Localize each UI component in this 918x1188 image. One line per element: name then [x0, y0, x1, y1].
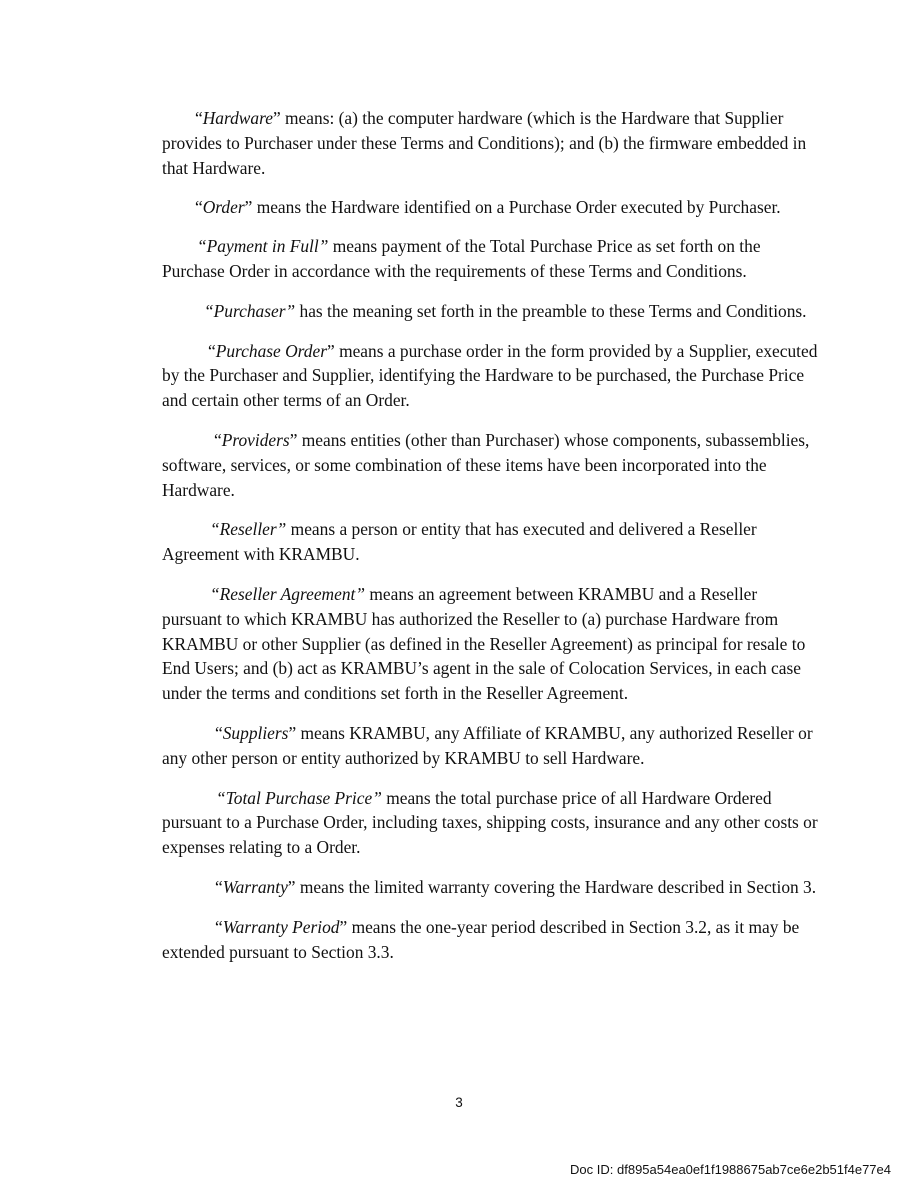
defined-term: Warranty [222, 876, 288, 897]
definition-text: means payment of the Total Purchase Price as set forth on the Purchase Order in accordance with the requirements of these Terms and Conditions. [162, 236, 761, 281]
quote-close: ” [288, 722, 297, 743]
defined-term: “Reseller” [210, 519, 287, 540]
definition-text: has the meaning set forth in the preamble to these Terms and Conditions. [295, 300, 807, 321]
definition-warranty-period [162, 915, 818, 965]
quote-close: ” [339, 916, 348, 937]
quote-close: ” [272, 108, 281, 128]
quote-open: “ [214, 429, 222, 450]
definition-text: means entities (other than Purchaser) whose components, subassemblies, software, services, or some combination of these items have been incorporated into the Hardware. [162, 429, 810, 500]
defined-term: Suppliers [222, 722, 289, 743]
definition-reseller-agreement [162, 582, 818, 706]
quote-open: “ [215, 916, 223, 937]
definition-order [162, 195, 818, 220]
quote-close: ” [289, 429, 298, 450]
definition-text: means a purchase order in the form provided by a Supplier, executed by the Purchaser and Supplier, identifying the Hardware to be purchased, the Purchase Price and certain other terms of an Order. [162, 340, 818, 411]
quote-close: ” [326, 340, 335, 361]
defined-term: Providers [221, 429, 290, 450]
defined-term: “Total Purchase Price” [216, 787, 382, 808]
definition-text: means: (a) the computer hardware (which is the Hardware that Supplier provides to Purchaser under these Terms and Conditions); and (b) the firmware embedded in that Hardware. [162, 108, 807, 178]
definition-purchaser [162, 299, 818, 324]
definition-text: means an agreement between KRAMBU and a Reseller pursuant to which KRAMBU has authorized the Reseller to (a) purchase Hardware from KRAMBU or other Supplier (as defined in the Reseller Agreement) as principal for resale to End Users; and (b) act as KRAMBU’s agent in the sale of Colocation Services, in each case under the terms and conditions set forth in the Reseller Agreement. [162, 583, 806, 704]
document-body [162, 106, 818, 964]
quote-open: “ [195, 197, 203, 218]
defined-term: Purchase Order [215, 340, 327, 361]
definition-payment-in-full [162, 234, 818, 284]
definition-text: means the total purchase price of all Hardware Ordered pursuant to a Purchase Order, including taxes, shipping costs, insurance and any other costs or expenses relating to a Order. [162, 787, 818, 858]
definition-text: means the limited warranty covering the Hardware described in Section 3. [295, 876, 817, 897]
definition-warranty [162, 875, 818, 900]
definition-text: means the one-year period described in Section 3.2, as it may be extended pursuant to Section 3.3. [162, 916, 800, 962]
defined-term: “Payment in Full” [197, 236, 329, 257]
defined-term: “Reseller Agreement” [210, 583, 366, 604]
defined-term: Hardware [202, 108, 273, 128]
definition-text: means a person or entity that has executed and delivered a Reseller Agreement with KRAMBU. [162, 519, 757, 565]
defined-term: Warranty Period [222, 916, 340, 937]
quote-close: ” [244, 197, 253, 218]
quote-open: “ [215, 876, 223, 897]
page-number: 3 [455, 1095, 463, 1110]
defined-term: “Purchaser” [204, 300, 296, 321]
definition-hardware [162, 106, 818, 180]
defined-term: Order [202, 197, 245, 218]
quote-open: “ [195, 108, 203, 128]
definition-purchase-order [162, 339, 818, 413]
quote-open: “ [215, 722, 223, 743]
quote-close: ” [287, 876, 296, 897]
definition-text: means the Hardware identified on a Purchase Order executed by Purchaser. [252, 197, 781, 218]
definition-suppliers [162, 721, 818, 771]
doc-id: Doc ID: df895a54ea0ef1f1988675ab7ce6e2b51f4e77e4 [570, 1162, 891, 1177]
definition-text: means KRAMBU, any Affiliate of KRAMBU, any authorized Reseller or any other person or entity authorized by KRAMBU to sell Hardware. [162, 722, 813, 768]
quote-open: “ [208, 340, 216, 361]
definition-total-purchase-price [162, 786, 818, 860]
definition-reseller [162, 517, 818, 567]
definition-providers [162, 428, 818, 502]
